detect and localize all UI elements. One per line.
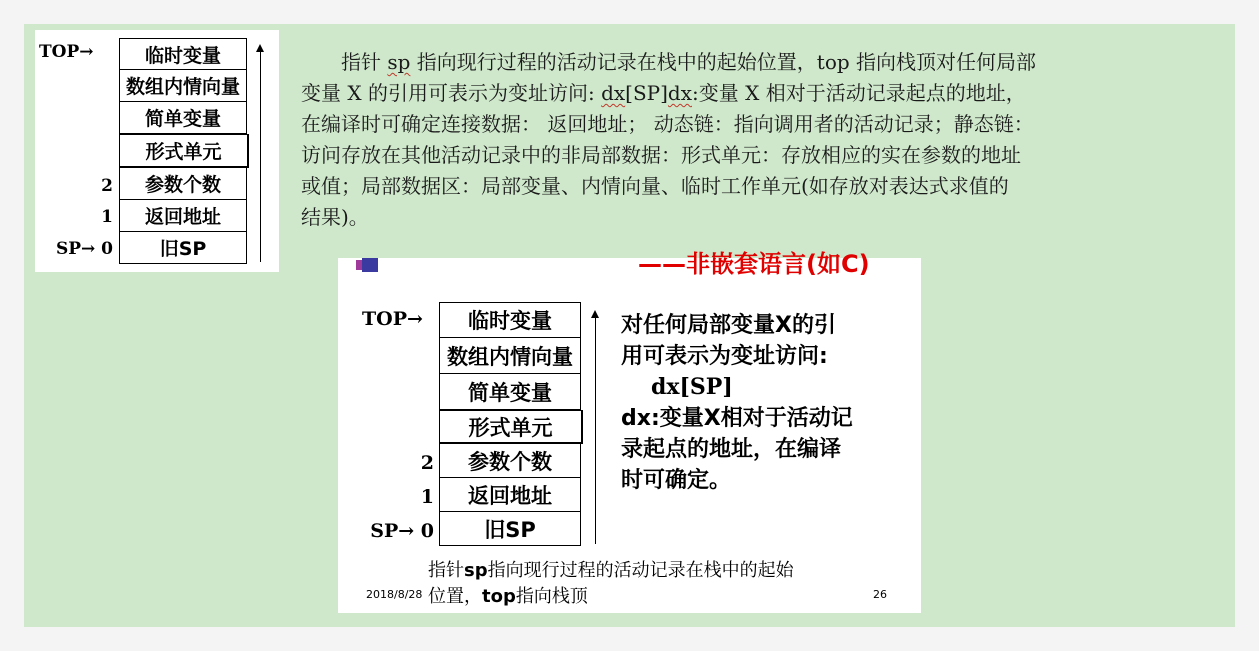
slide-stack-cell-old-sp: 旧SP — [439, 512, 581, 546]
slide-growth-arrow-line — [595, 316, 596, 544]
slide-top-pointer-label: TOP→ — [362, 308, 423, 330]
growth-arrow-line — [260, 50, 261, 262]
slide-stack-cell-temp-vars: 临时变量 — [439, 302, 581, 338]
sp-pointer-label: SP→ 0 — [55, 239, 113, 259]
slide-sp-pointer-label: SP→ 0 — [370, 520, 434, 542]
slide-stack-cell-return-address: 返回地址 — [439, 478, 581, 512]
stack-cell-formal-units: 形式单元 — [119, 134, 249, 168]
description-paragraph: 指针 sp 指向现行过程的活动记录在栈中的起始位置，top 指向栈顶对任何局部 变量 X 的引用可表示为变址访问: dx[SP]dx:变量 X 相对于活动记录起点的地址， 在编译时可确定连接数据： 返回地址； 动态链：指向调用者的活动记录；静态链： 访问存放在其他活动记录中的非局部数据：形式单元：存放相应的实在参数的地址 或值；局部数据区：局部变量、内情向量、临时工作单元(如存放对表达式求值的 结果)。 — [301, 50, 1037, 229]
slide-date: 2018/8/28 — [366, 588, 423, 601]
slide-stack-cell-simple-vars: 简单变量 — [439, 374, 581, 410]
slide-index-label-2: 2 — [420, 452, 434, 474]
slide-title-banner: ——非嵌套语言(如C) — [638, 250, 870, 278]
slide-page-number: 26 — [873, 588, 887, 601]
squiggle-sp: sp — [387, 50, 411, 74]
stack-diagram-image — [35, 30, 279, 272]
stack-cell-return-address: 返回地址 — [119, 200, 247, 232]
stack-cell-temp-vars: 临时变量 — [119, 38, 247, 70]
top-pointer-label: TOP→ — [39, 42, 94, 62]
stack-cell-param-count: 参数个数 — [119, 168, 247, 200]
slide-stack-cell-param-count: 参数个数 — [439, 444, 581, 478]
slide-caption: 指针sp指向现行过程的活动记录在栈中的起始 位置，top指向栈顶 — [428, 560, 794, 607]
slide-stack-cell-array-info: 数组内情向量 — [439, 338, 581, 374]
slide-index-label-1: 1 — [420, 486, 434, 508]
index-label-2: 2 — [101, 176, 113, 196]
stack-cell-old-sp: 旧SP — [119, 232, 247, 264]
slide-image — [338, 250, 921, 613]
slide-growth-arrow-head — [591, 310, 599, 318]
index-label-1: 1 — [101, 207, 113, 227]
slide-stack-cell-formal-units: 形式单元 — [439, 410, 583, 444]
stack-cell-array-info: 数组内情向量 — [119, 70, 247, 102]
stack-cell-simple-vars: 简单变量 — [119, 102, 247, 134]
growth-arrow-head — [256, 44, 264, 52]
slide-bullet-square — [362, 258, 378, 272]
slide-explanation-text: 对任何局部变量X的引 用可表示为变址访问: dx[SP] dx:变量X相对于活动记 录起点的地址，在编译 时可确定。 — [621, 313, 853, 493]
